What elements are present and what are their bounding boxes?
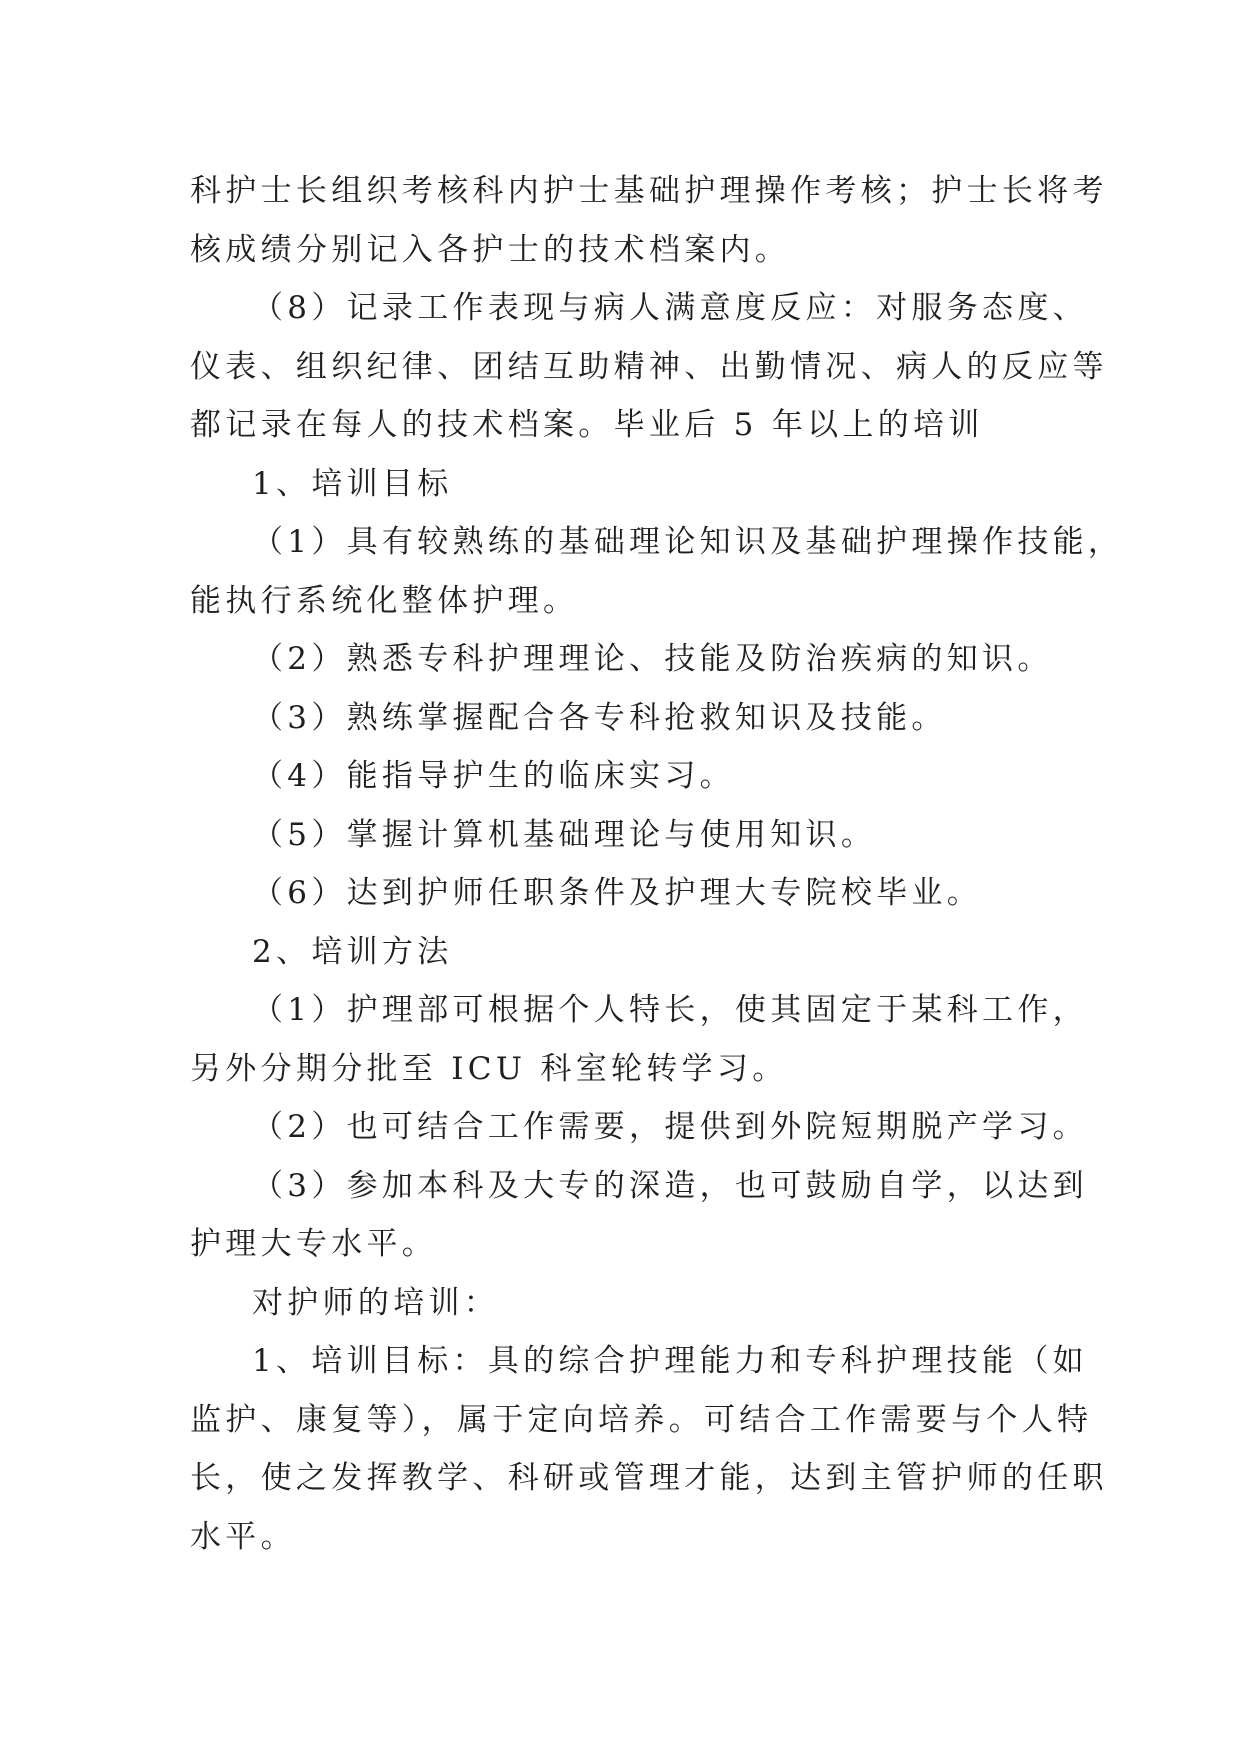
text-line: 科护士长组织考核科内护士基础护理操作考核；护士长将考 <box>190 173 1108 209</box>
text-line: 护理大专水平。 <box>190 1226 438 1262</box>
text-line: 1、培训目标：具的综合护理能力和专科护理技能（如 <box>252 1343 1088 1379</box>
text-line: （3）参加本科及大专的深造，也可鼓励自学，以达到 <box>252 1167 1088 1204</box>
text-line: （1）具有较熟练的基础理论知识及基础护理操作技能， <box>252 524 1124 560</box>
text-line: （5）掌握计算机基础理论与使用知识。 <box>252 816 877 853</box>
text-line: 长，使之发挥教学、科研或管理才能，达到主管护师的任职 <box>190 1460 1108 1496</box>
text-line: （1）护理部可根据个人特长，使其固定于某科工作， <box>252 992 1088 1028</box>
text-line: （6）达到护师任职条件及护理大专院校毕业。 <box>252 875 983 911</box>
text-line: （3）熟练掌握配合各专科抢救知识及技能。 <box>252 699 947 736</box>
section-heading: 2、培训方法 <box>252 933 453 970</box>
text-line: 能执行系统化整体护理。 <box>190 582 579 619</box>
section-heading: 对护师的培训： <box>252 1284 500 1321</box>
text-line: （2）熟悉专科护理理论、技能及防治疾病的知识。 <box>252 641 1053 677</box>
text-line: 都记录在每人的技术档案。毕业后 5 年以上的培训 <box>190 407 984 443</box>
text-line: （4）能指导护生的临床实习。 <box>252 758 735 794</box>
text-line: 水平。 <box>190 1518 296 1555</box>
text-line: （8）记录工作表现与病人满意度反应：对服务态度、 <box>252 290 1088 326</box>
text-line: 监护、康复等），属于定向培养。可结合工作需要与个人特 <box>190 1401 1093 1438</box>
text-line: （2）也可结合工作需要，提供到外院短期脱产学习。 <box>252 1109 1088 1145</box>
text-line: 核成绩分别记入各护士的技术档案内。 <box>190 231 791 268</box>
text-line: 另外分期分批至 ICU 科室轮转学习。 <box>190 1050 788 1087</box>
text-line: 仪表、组织纪律、团结互助精神、出勤情况、病人的反应等 <box>190 348 1108 385</box>
section-heading: 1、培训目标 <box>252 465 453 502</box>
document-body <box>190 162 1124 1566</box>
